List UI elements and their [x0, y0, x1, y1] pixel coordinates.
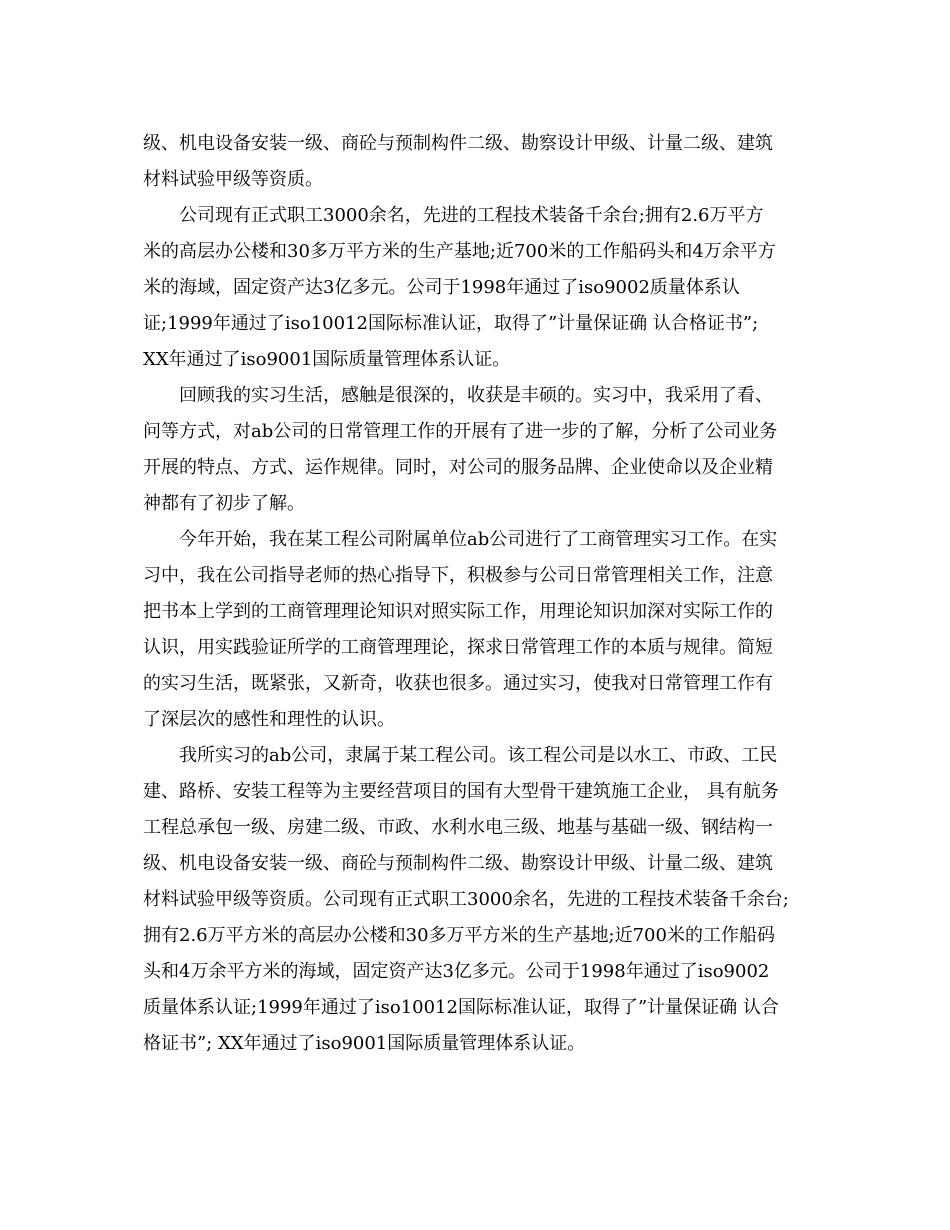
text-line: 材料试验甲级等资质。: [143, 169, 323, 190]
text-line: 了深层次的感性和理性的认识。: [143, 709, 395, 730]
text-line: 头和4万余平方米的海域，固定资产达3亿多元。公司于1998年通过了iso9002: [143, 961, 770, 982]
text-line: 建、路桥、安装工程等为主要经营项目的国有大型骨干建筑施工企业， 具有航务: [143, 781, 779, 802]
paragraph-first-line: 今年开始，我在某工程公司附属单位ab公司进行了工商管理实习工作。在实: [179, 529, 778, 550]
paragraph-first-line: 回顾我的实习生活，感触是很深的，收获是丰硕的。实习中，我采用了看、: [179, 385, 773, 406]
paragraph-first-line: 我所实习的ab公司，隶属于某工程公司。该工程公司是以水工、市政、工民: [179, 745, 778, 766]
text-line: 神都有了初步了解。: [143, 493, 305, 514]
text-line: 认识，用实践验证所学的工商管理理论，探求日常管理工作的本质与规律。简短: [143, 637, 773, 658]
text-line: XX年通过了iso9001国际质量管理体系认证。: [143, 349, 511, 370]
text-line: 的实习生活，既紧张，又新奇，收获也很多。通过实习，使我对日常管理工作有: [143, 673, 773, 694]
text-line: 把书本上学到的工商管理理论知识对照实际工作，用理论知识加深对实际工作的: [143, 601, 773, 622]
text-line: 级、机电设备安装一级、商砼与预制构件二级、勘察设计甲级、计量二级、建筑: [143, 133, 773, 154]
paragraph-first-line: 公司现有正式职工3000余名，先进的工程技术装备千余台;拥有2.6万平方: [179, 205, 764, 226]
text-line: 米的海域，固定资产达3亿多元。公司于1998年通过了iso9002质量体系认: [143, 277, 740, 298]
text-line: 级、机电设备安装一级、商砼与预制构件二级、勘察设计甲级、计量二级、建筑: [143, 853, 773, 874]
text-line: 材料试验甲级等资质。公司现有正式职工3000余名，先进的工程技术装备千余台;: [143, 889, 789, 910]
text-line: 工程总承包一级、房建二级、市政、水利水电三级、地基与基础一级、钢结构一: [143, 817, 773, 838]
text-line: 拥有2.6万平方米的高层办公楼和30多万平方米的生产基地;近700米的工作船码: [143, 925, 775, 946]
text-line: 证;1999年通过了iso10012国际标准认证，取得了”计量保证确 认合格证书”;: [143, 313, 759, 334]
document-body: [143, 126, 813, 1062]
text-line: 问等方式，对ab公司的日常管理工作的开展有了进一步的了解，分析了公司业务: [143, 421, 778, 442]
text-line: 格证书”; XX年通过了iso9001国际质量管理体系认证。: [143, 1033, 586, 1054]
text-line: 质量体系认证;1999年通过了iso10012国际标准认证，取得了”计量保证确 认合: [143, 997, 779, 1018]
text-line: 开展的特点、方式、运作规律。同时，对公司的服务品牌、企业使命以及企业精: [143, 457, 773, 478]
text-line: 习中，我在公司指导老师的热心指导下，积极参与公司日常管理相关工作，注意: [143, 565, 773, 586]
text-line: 米的高层办公楼和30多万平方米的生产基地;近700米的工作船码头和4万余平方: [143, 241, 776, 262]
